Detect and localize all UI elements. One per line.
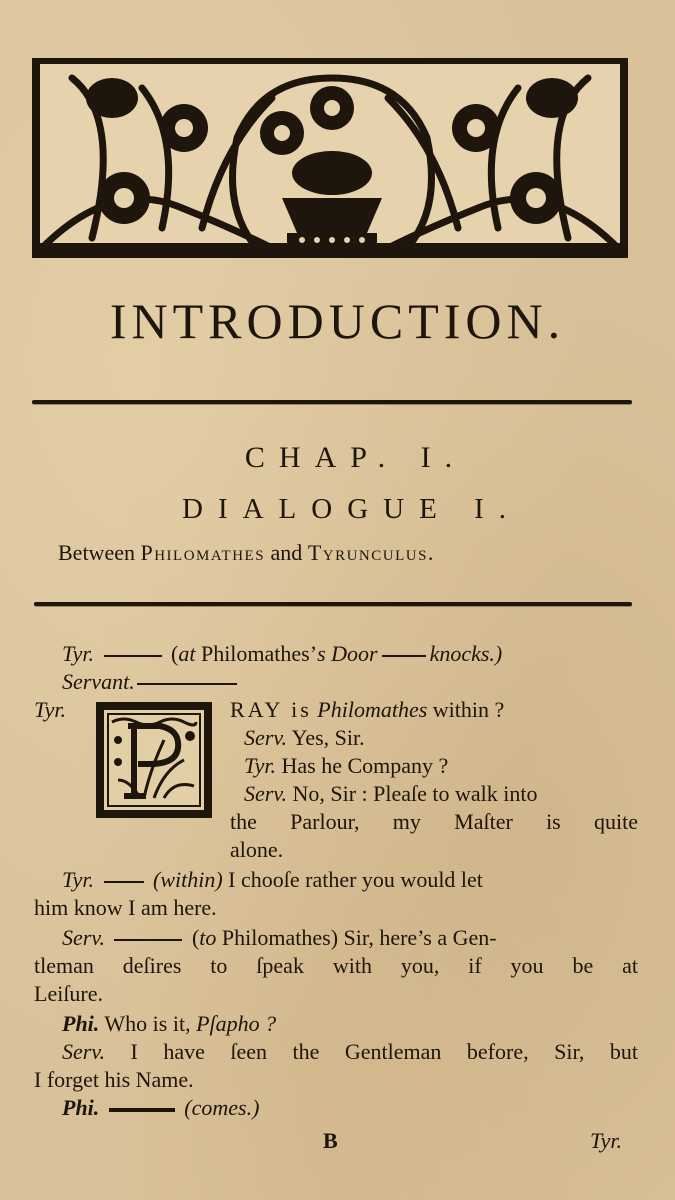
dash-rule: [109, 1108, 175, 1112]
speaker-label: Tyr.: [244, 753, 276, 778]
stage-paren: (: [191, 925, 200, 950]
dash-rule: [382, 655, 426, 657]
dash-rule: [104, 881, 144, 883]
chapter-heading: CHAP. I.: [244, 441, 467, 474]
subtitle-conj: and: [270, 540, 303, 565]
dialogue-subtitle: [58, 542, 435, 564]
text-span: I chooſe rather you would let: [228, 867, 483, 892]
text-line: [62, 1010, 276, 1038]
subtitle-prefix: Between: [58, 540, 135, 565]
text-line: [244, 724, 365, 752]
stage-direction: (within): [153, 867, 223, 892]
text-span: I have ſeen the Gentleman before, Sir, but: [130, 1039, 639, 1064]
speaker-label: Tyr.: [34, 697, 66, 722]
speaker-label: Phi.: [62, 1095, 100, 1120]
speaker-label: Serv.: [244, 781, 287, 806]
stage-direction: at: [178, 641, 196, 666]
text-line: [62, 866, 483, 894]
text-line: Leiſure.: [34, 981, 104, 1006]
stage-direction: (comes.): [184, 1095, 260, 1120]
floral-headpiece-icon: [32, 58, 628, 258]
text-span: Sir, here’s a Gen-: [343, 925, 497, 950]
text-line: [230, 696, 504, 724]
stage-paren: (: [171, 641, 179, 666]
text-span: No, Sir : Pleaſe to walk into: [292, 781, 538, 806]
dash-rule: [137, 683, 237, 685]
signature-mark: B: [323, 1128, 338, 1153]
speaker-label: Serv.: [62, 1039, 105, 1064]
text-line: [244, 780, 538, 808]
text-line: I forget his Name.: [34, 1067, 194, 1092]
stage-direction: s Door: [317, 641, 378, 666]
text-line: [244, 752, 448, 780]
text-line: [62, 1094, 259, 1122]
text-line: him know I am here.: [34, 895, 217, 920]
text-span: Who is it,: [104, 1011, 191, 1036]
text-name: Pſapho ?: [196, 1011, 277, 1036]
speaker-label: Tyr.: [62, 641, 94, 666]
divider-rule: [34, 602, 632, 606]
text-span: within ?: [432, 697, 505, 722]
text-line: [62, 640, 502, 668]
subtitle-name-2: Tyrunculus.: [307, 540, 435, 565]
text-line: [62, 1038, 638, 1066]
stage-name: Philomathes’: [200, 641, 318, 666]
divider-rule: [32, 400, 632, 404]
catchword: Tyr.: [590, 1128, 622, 1153]
text-name: Philomathes: [317, 697, 428, 722]
text-span: Has he Company ?: [281, 753, 449, 778]
speaker-label: Serv.: [244, 725, 287, 750]
text-line: alone.: [230, 837, 284, 862]
stage-direction: knocks.): [429, 641, 503, 666]
speaker-label: Tyr.: [62, 867, 94, 892]
text-line: tleman deſires to ſpeak with you, if you be at: [34, 953, 638, 978]
stage-direction: to: [199, 925, 217, 950]
speaker-label: Servant.: [62, 669, 135, 694]
subtitle-name-1: Philomathes: [140, 540, 266, 565]
text-span: Yes, Sir.: [291, 725, 365, 750]
decorated-initial-p-icon: [94, 700, 214, 820]
speaker-label: Serv.: [62, 925, 105, 950]
text-line: the Parlour, my Maſter is quite: [230, 809, 638, 834]
text-line: [62, 924, 497, 952]
page-title: INTRODUCTION.: [109, 293, 566, 349]
dash-rule: [104, 655, 162, 657]
dash-rule: [114, 939, 182, 941]
dialogue-heading: DIALOGUE I.: [182, 493, 521, 525]
speaker-label: Phi.: [62, 1011, 100, 1036]
text-span: RAY is: [230, 697, 312, 722]
stage-name: Philomathes): [221, 925, 339, 950]
text-line: [34, 696, 66, 724]
text-line: [62, 668, 241, 696]
